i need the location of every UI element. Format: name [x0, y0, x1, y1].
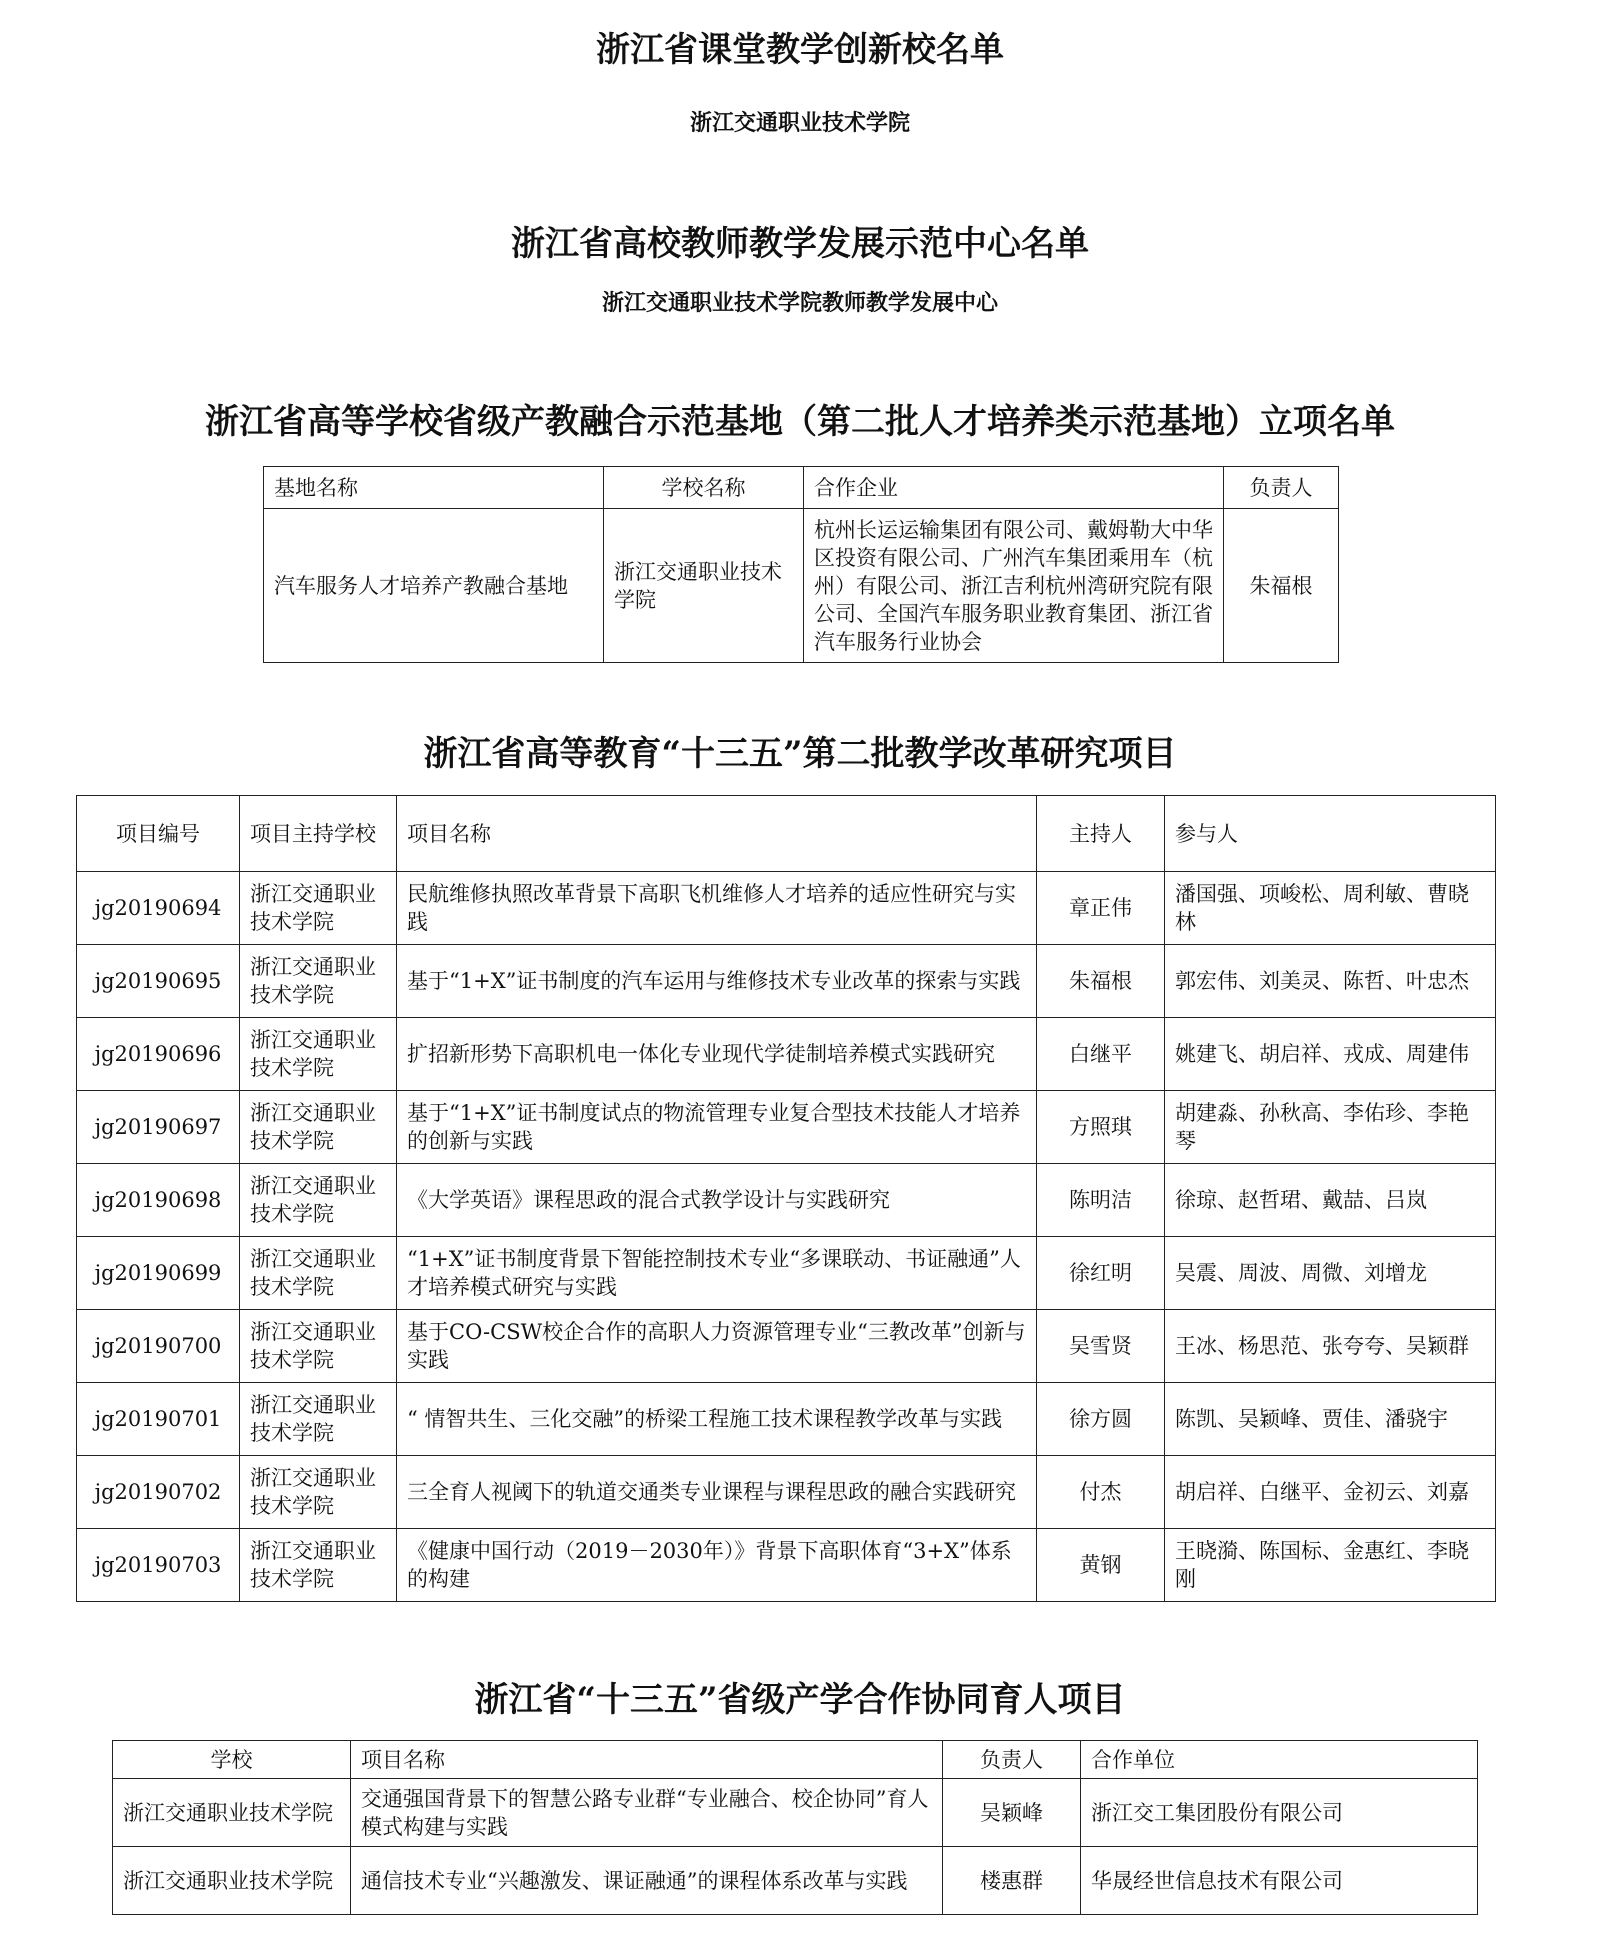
host-school: 浙江交通职业技术学院 — [240, 945, 397, 1018]
host-name: 吴雪贤 — [1037, 1310, 1165, 1383]
table-row — [77, 872, 1496, 945]
header-host-school: 项目主持学校 — [240, 796, 397, 872]
host-school: 浙江交通职业技术学院 — [240, 1529, 397, 1602]
table-row — [77, 1237, 1496, 1310]
table-header-row — [264, 467, 1339, 509]
school-name: 浙江交通职业技术学院 — [113, 1847, 351, 1915]
table-row — [77, 1164, 1496, 1237]
partner-name: 华晟经世信息技术有限公司 — [1081, 1847, 1478, 1915]
host-name: 黄钢 — [1037, 1529, 1165, 1602]
project-name: 基于“1+X”证书制度试点的物流管理专业复合型技术技能人才培养的创新与实践 — [397, 1091, 1037, 1164]
header-project-code: 项目编号 — [77, 796, 240, 872]
project-code: jg20190698 — [77, 1164, 240, 1237]
collaboration-table — [112, 1740, 1478, 1915]
host-name: 陈明洁 — [1037, 1164, 1165, 1237]
members: 胡启祥、白继平、金初云、刘嘉 — [1165, 1456, 1496, 1529]
title-classroom-innovation-schools: 浙江省课堂教学创新校名单 — [596, 30, 1004, 70]
table-row — [77, 1383, 1496, 1456]
members: 姚建飞、胡启祥、戎成、周建伟 — [1165, 1018, 1496, 1091]
center-name: 浙江交通职业技术学院教师教学发展中心 — [601, 290, 998, 316]
partner-companies: 杭州长运运输集团有限公司、戴姆勒大中华区投资有限公司、广州汽车集团乘用车（杭州）有限公司、浙江吉利杭州湾研究院有限公司、全国汽车服务职业教育集团、浙江省汽车服务行业协会 — [804, 509, 1224, 663]
project-code: jg20190703 — [77, 1529, 240, 1602]
table-row — [77, 1018, 1496, 1091]
partner-name: 浙江交工集团股份有限公司 — [1081, 1779, 1478, 1847]
teaching-reform-table — [76, 795, 1496, 1602]
table-header-row — [113, 1741, 1478, 1779]
host-name: 徐红明 — [1037, 1237, 1165, 1310]
members: 陈凯、吴颖峰、贾佳、潘骁宇 — [1165, 1383, 1496, 1456]
host-name: 付杰 — [1037, 1456, 1165, 1529]
table-row — [77, 1310, 1496, 1383]
host-school: 浙江交通职业技术学院 — [240, 1456, 397, 1529]
title-integration-demo-base: 浙江省高等学校省级产教融合示范基地（第二批人才培养类示范基地）立项名单 — [205, 402, 1395, 442]
header-school-name: 学校名称 — [604, 467, 804, 509]
project-name: 民航维修执照改革背景下高职飞机维修人才培养的适应性研究与实践 — [397, 872, 1037, 945]
project-name: 通信技术专业“兴趣激发、课证融通”的课程体系改革与实践 — [351, 1847, 943, 1915]
school-name: 浙江交通职业技术学院 — [113, 1779, 351, 1847]
project-code: jg20190699 — [77, 1237, 240, 1310]
table-row — [113, 1847, 1478, 1915]
host-school: 浙江交通职业技术学院 — [240, 1383, 397, 1456]
project-name: 三全育人视阈下的轨道交通类专业课程与课程思政的融合实践研究 — [397, 1456, 1037, 1529]
project-name: 扩招新形势下高职机电一体化专业现代学徒制培养模式实践研究 — [397, 1018, 1037, 1091]
table-header-row — [77, 796, 1496, 872]
base-name: 汽车服务人才培养产教融合基地 — [264, 509, 604, 663]
host-school: 浙江交通职业技术学院 — [240, 1164, 397, 1237]
project-name: 《大学英语》课程思政的混合式教学设计与实践研究 — [397, 1164, 1037, 1237]
leader-name: 朱福根 — [1224, 509, 1339, 663]
header-partner-companies: 合作企业 — [804, 467, 1224, 509]
host-name: 朱福根 — [1037, 945, 1165, 1018]
project-name: 基于“1+X”证书制度的汽车运用与维修技术专业改革的探索与实践 — [397, 945, 1037, 1018]
members: 王晓漪、陈国标、金惠红、李晓刚 — [1165, 1529, 1496, 1602]
project-code: jg20190696 — [77, 1018, 240, 1091]
members: 徐琼、赵哲珺、戴喆、吕岚 — [1165, 1164, 1496, 1237]
title-industry-collaboration-projects: 浙江省“十三五”省级产学合作协同育人项目 — [474, 1680, 1126, 1720]
project-name: “1+X”证书制度背景下智能控制技术专业“多课联动、书证融通”人才培养模式研究与实践 — [397, 1237, 1037, 1310]
header-project-name: 项目名称 — [397, 796, 1037, 872]
host-school: 浙江交通职业技术学院 — [240, 1237, 397, 1310]
header-school: 学校 — [113, 1741, 351, 1779]
table-row — [113, 1779, 1478, 1847]
host-name: 章正伟 — [1037, 872, 1165, 945]
header-base-name: 基地名称 — [264, 467, 604, 509]
host-school: 浙江交通职业技术学院 — [240, 1091, 397, 1164]
school-name-1: 浙江交通职业技术学院 — [689, 110, 910, 136]
host-school: 浙江交通职业技术学院 — [240, 1310, 397, 1383]
members: 胡建淼、孙秋高、李佑珍、李艳琴 — [1165, 1091, 1496, 1164]
project-name: 《健康中国行动（2019－2030年）》背景下高职体育“3+X”体系的构建 — [397, 1529, 1037, 1602]
members: 王冰、杨思范、张夸夸、吴颖群 — [1165, 1310, 1496, 1383]
project-code: jg20190701 — [77, 1383, 240, 1456]
demo-base-table — [263, 466, 1339, 663]
header-leader: 负责人 — [943, 1741, 1081, 1779]
title-teaching-development-center: 浙江省高校教师教学发展示范中心名单 — [511, 224, 1089, 264]
header-partner: 合作单位 — [1081, 1741, 1478, 1779]
project-code: jg20190697 — [77, 1091, 240, 1164]
project-name: 基于CO-CSW校企合作的高职人力资源管理专业“三教改革”创新与实践 — [397, 1310, 1037, 1383]
host-school: 浙江交通职业技术学院 — [240, 872, 397, 945]
school-name: 浙江交通职业技术学院 — [604, 509, 804, 663]
host-name: 方照琪 — [1037, 1091, 1165, 1164]
title-teaching-reform-projects: 浙江省高等教育“十三五”第二批教学改革研究项目 — [423, 734, 1177, 774]
project-code: jg20190694 — [77, 872, 240, 945]
members: 郭宏伟、刘美灵、陈哲、叶忠杰 — [1165, 945, 1496, 1018]
project-code: jg20190702 — [77, 1456, 240, 1529]
project-name: 交通强国背景下的智慧公路专业群“专业融合、校企协同”育人模式构建与实践 — [351, 1779, 943, 1847]
project-code: jg20190695 — [77, 945, 240, 1018]
header-host: 主持人 — [1037, 796, 1165, 872]
table-row — [77, 1529, 1496, 1602]
host-school: 浙江交通职业技术学院 — [240, 1018, 397, 1091]
table-row — [77, 1091, 1496, 1164]
table-row — [77, 1456, 1496, 1529]
leader-name: 吴颖峰 — [943, 1779, 1081, 1847]
header-project-name: 项目名称 — [351, 1741, 943, 1779]
leader-name: 楼惠群 — [943, 1847, 1081, 1915]
project-name: “ 情智共生、三化交融”的桥梁工程施工技术课程教学改革与实践 — [397, 1383, 1037, 1456]
host-name: 徐方圆 — [1037, 1383, 1165, 1456]
header-members: 参与人 — [1165, 796, 1496, 872]
members: 潘国强、项峻松、周利敏、曹晓林 — [1165, 872, 1496, 945]
project-code: jg20190700 — [77, 1310, 240, 1383]
host-name: 白继平 — [1037, 1018, 1165, 1091]
header-leader: 负责人 — [1224, 467, 1339, 509]
table-row — [264, 509, 1339, 663]
members: 吴震、周波、周微、刘增龙 — [1165, 1237, 1496, 1310]
table-row — [77, 945, 1496, 1018]
